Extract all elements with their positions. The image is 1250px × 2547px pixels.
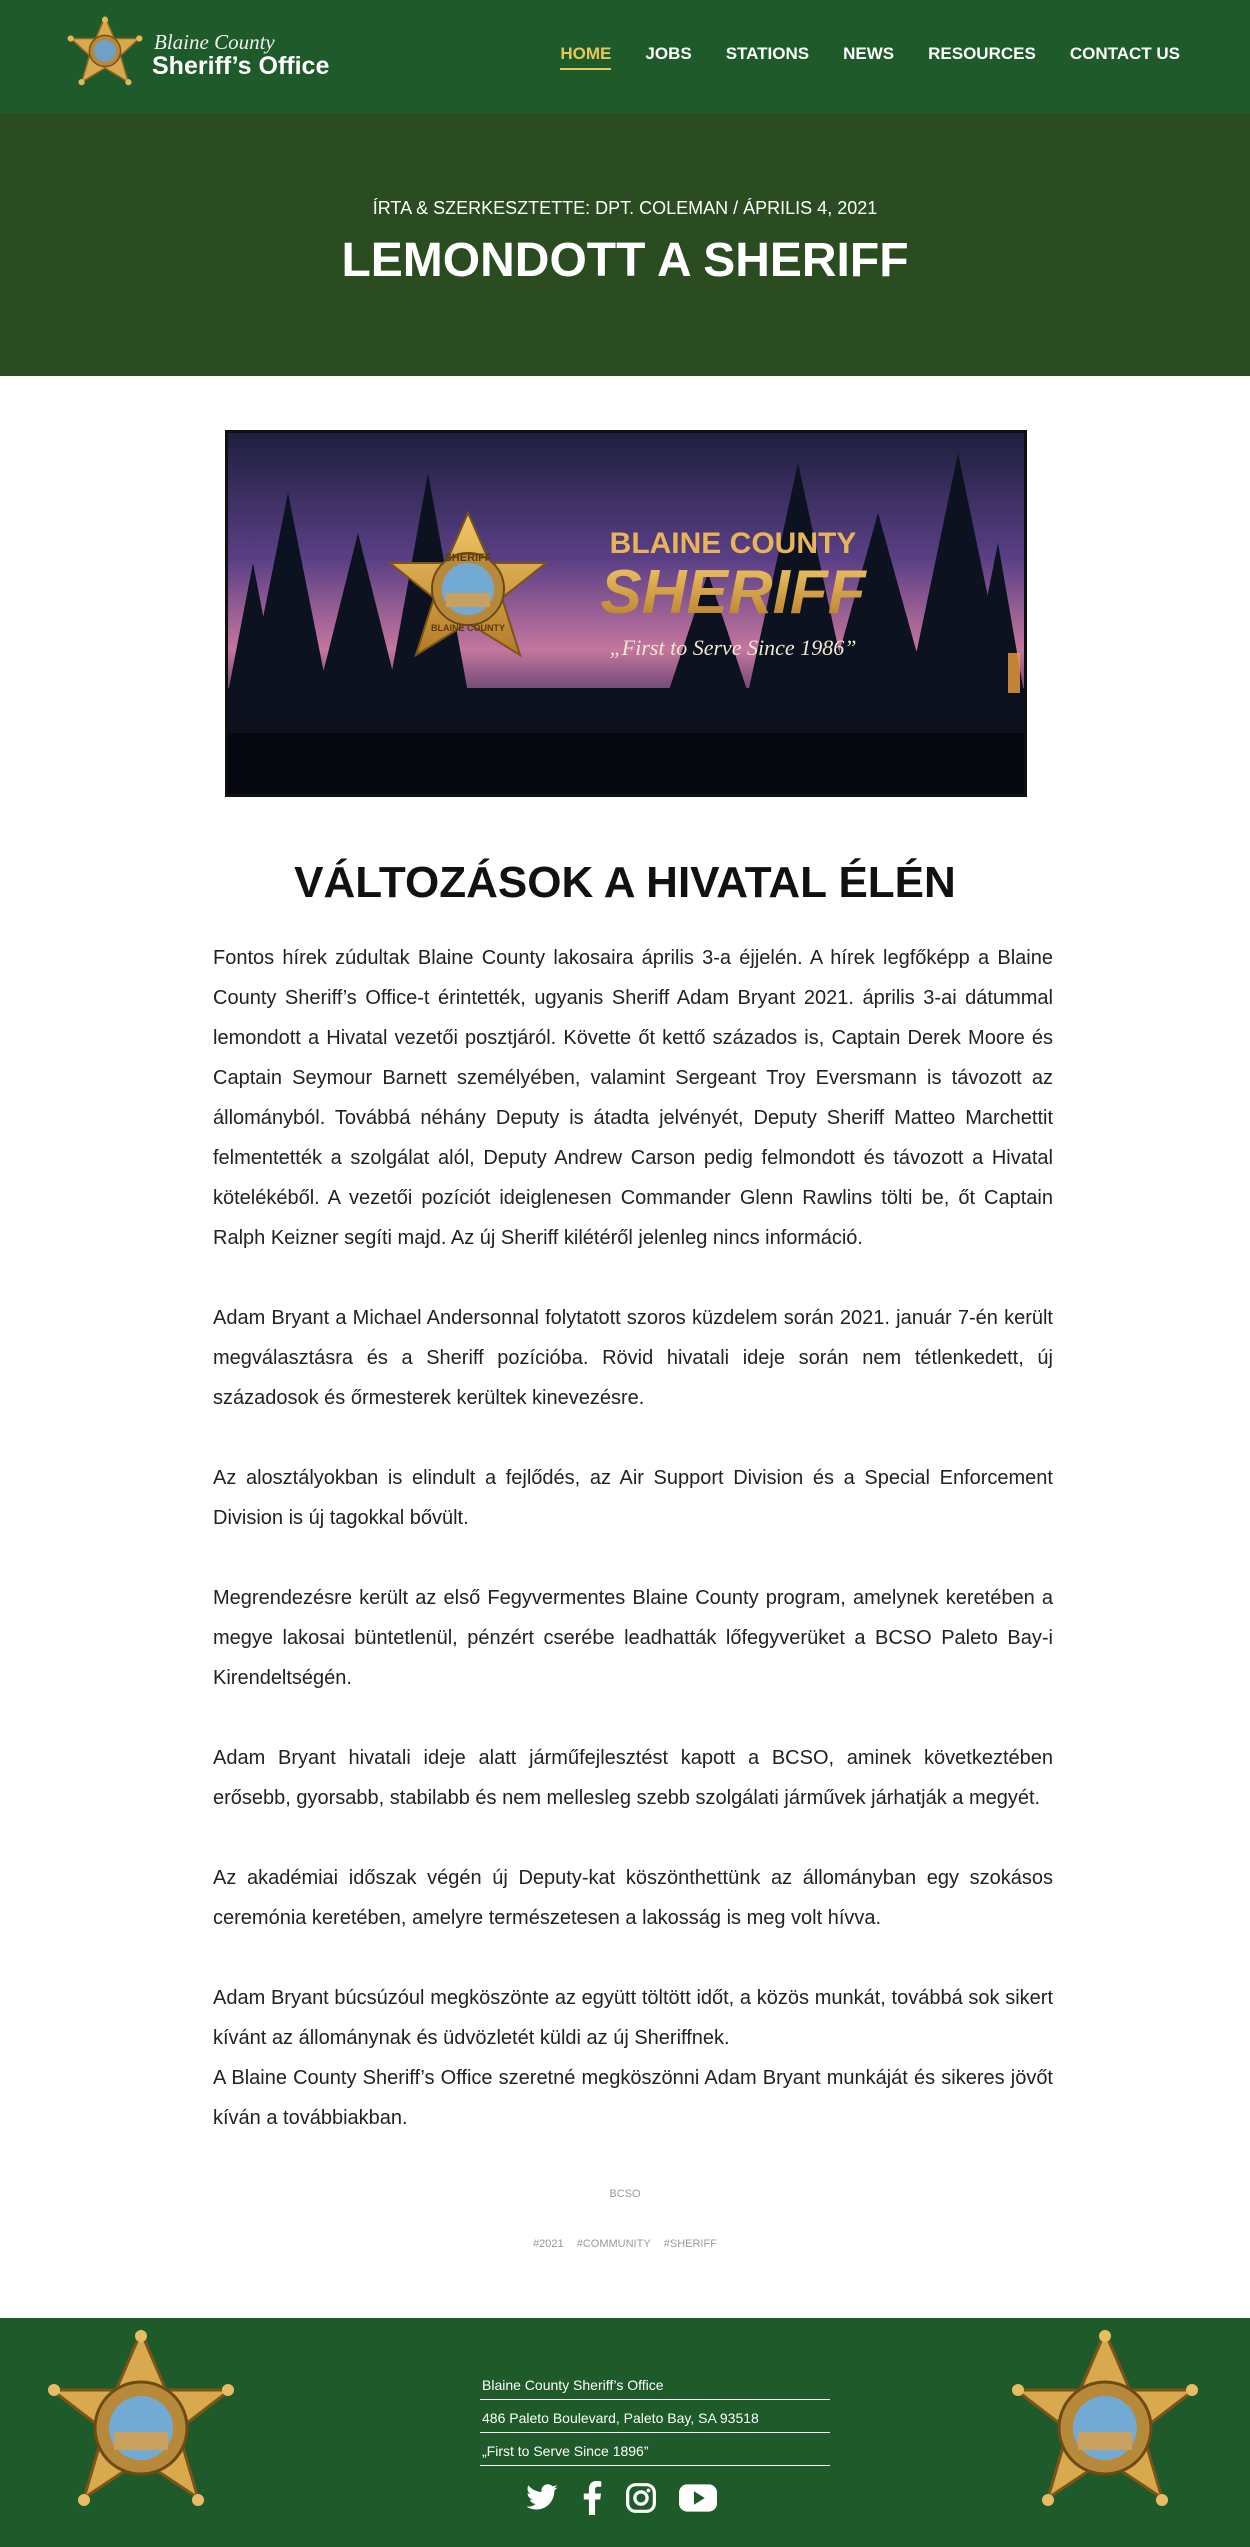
article-paragraph: Adam Bryant búcsúzóul megköszönte az együtt töltött időt, a közös munkát, továbbá sok sikert kívánt az állománynak és üdvözletét küldi az új Sheriffnek. [213,1987,1053,2049]
post-byline: ÍRTA & SZERKESZTETTE: DPT. COLEMAN / ÁPRILIS 4, 2021 [372,198,878,218]
footer-address: 486 Paleto Boulevard, Paleto Bay, SA 93518 [480,2406,830,2433]
facebook-icon[interactable] [581,2481,603,2520]
brand-name-line2[interactable]: Sheriff’s Office [152,52,330,80]
article-paragraph: Megrendezésre került az első Fegyvermentes Blaine County program, amelynek keretében a megye lakosai büntetlenül, pénzért cserébe leadhatták lőfegyverüket a BCSO Paleto Bay-i Kirendeltségén. [213,1587,1053,1689]
brand-name-line1[interactable]: Blaine County [154,30,275,54]
post-category[interactable]: BCSO [609,2188,641,2200]
article-paragraph: A Blaine County Sheriff’s Office szeretné megköszönni Adam Bryant munkáját és sikeres jövőt kíván a továbbiakban. [213,2067,1053,2129]
navbar [0,0,1250,113]
article-body [213,938,1053,2178]
nav-jobs[interactable]: JOBS [645,44,692,63]
article-paragraph: Az akadémiai időszak végén új Deputy-kat köszönthettünk az állományban egy szokásos ceremónia keretében, amelyre természetesen a lakosság is meg volt hívva. [213,1867,1053,1929]
article-paragraph: Az alosztályokban is elindult a fejlődés, az Air Support Division és a Special Enforcement Division is új tagokkal bővült. [213,1467,1053,1529]
nav-resources[interactable]: RESOURCES [928,44,1036,63]
footer [0,2318,1250,2547]
tag-link[interactable]: #2021 [533,2238,564,2250]
sheriff-badge-logo[interactable] [66,14,144,102]
nav-news[interactable]: NEWS [843,44,895,63]
article-paragraph: Fontos hírek zúdultak Blaine County lakosaira április 3-a éjjelén. A hírek legfőképp a Blaine County Sheriff’s Office-t érintették, ugyanis Sheriff Adam Bryant 2021. április 3-ai dátummal lemondott a Hivatal vezetői posztjáról. Követte őt kettő százados is, Captain Derek Moore és Captain Seymour Barnett személyében, valamint Sergeant Troy Eversmann is távozott az állományból. Továbbá néhány Deputy is átadta jelvényét, Deputy Sheriff Matteo Marchettit felmentették a szolgálat alól, Deputy Andrew Carson pedig felmondott és távozott a Hivatal kötelékéből. A vezetői pozíciót ideiglenesen Commander Glenn Rawlins tölti be, őt Captain Ralph Keizner segíti majd. Az új Sheriff kilétéről jelenleg nincs információ. [213,947,1053,1249]
tag-link[interactable]: #COMMUNITY [576,2238,651,2250]
twitter-icon[interactable] [525,2483,559,2518]
post-tags [0,2238,1250,2250]
article-title: VÁLTOZÁSOK A HIVATAL ÉLÉN [294,858,956,907]
banner-badge-bottom-text: BLAINE COUNTY [431,623,505,633]
footer-badge-left [48,2328,234,2538]
youtube-icon[interactable] [679,2483,717,2518]
article-paragraph: Adam Bryant a Michael Andersonnal folytatott szoros küzdelem során 2021. január 7-én került megválasztásra és a Sheriff pozícióba. Rövid hivatali ideje során nem tétlenkedett, új századosok és őrmesterek kerültek kinevezésre. [213,1307,1053,1409]
footer-badge-right [1012,2328,1198,2538]
banner-line1: BLAINE COUNTY [609,527,857,560]
banner-motto: „First to Serve Since 1986” [609,635,857,660]
banner-badge-top-text: SHERIFF [444,552,492,564]
hero-section [0,113,1250,376]
main-menu [560,44,1180,70]
footer-contact-info [480,2373,830,2472]
social-links [525,2481,717,2520]
instagram-icon[interactable] [625,2482,657,2519]
tag-link[interactable]: #SHERIFF [663,2238,717,2250]
page-title: LEMONDOTT A SHERIFF [341,234,909,287]
banner-line2: SHERIFF [600,558,866,627]
article-paragraph: Adam Bryant hivatali ideje alatt járműfejlesztést kapott a BCSO, aminek következtében erősebb, gyorsabb, stabilabb és nem mellesleg szebb szolgálati járművek járhatják a megyét. [213,1747,1053,1809]
nav-home[interactable]: HOME [560,44,611,70]
nav-contact-us[interactable]: CONTACT US [1069,44,1180,63]
nav-stations[interactable]: STATIONS [725,44,810,63]
article-banner-image [225,430,1027,797]
footer-org-name: Blaine County Sheriff’s Office [480,2373,830,2400]
footer-motto: „First to Serve Since 1896” [480,2439,830,2466]
